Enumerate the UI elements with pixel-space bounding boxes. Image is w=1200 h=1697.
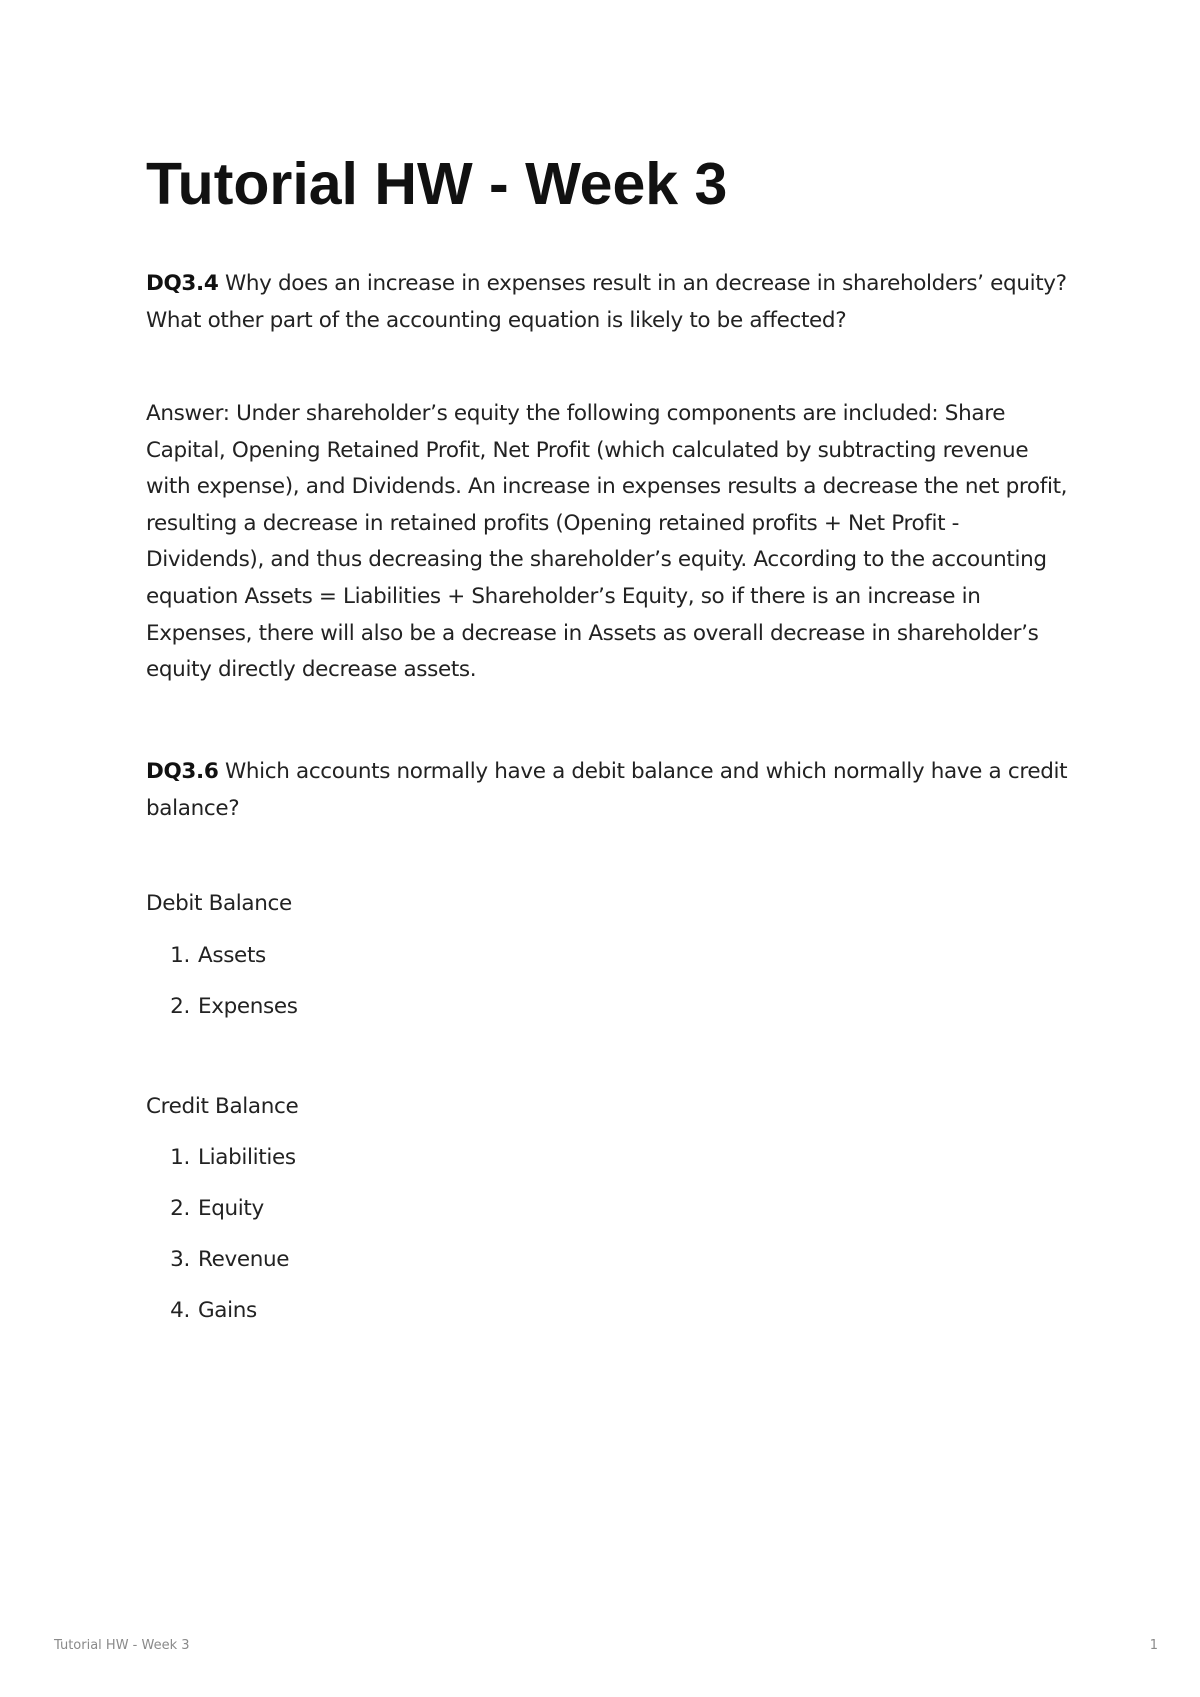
list-text: Assets [198, 943, 266, 968]
list-text: Revenue [198, 1247, 290, 1272]
list-text: Gains [198, 1298, 257, 1323]
list-number: 2. [170, 1196, 190, 1221]
list-item [146, 1191, 296, 1242]
list-number: 1. [170, 1145, 190, 1170]
question-label: DQ3.6 [146, 759, 219, 784]
list-number: 3. [170, 1247, 190, 1272]
list-item [146, 989, 298, 1040]
answer-dq3-4: Answer: Under shareholder’s equity the following components are included: Share Capital, Opening Retained Profit, Net Profit (which calculated by subtracting revenue with expense), and Dividends. An increase in expenses results a decrease the net profit, resulting a decrease in retained profits (Opening retained profits + Net Profit - Dividends), and thus decreasing the shareholder’s equity. According to the accounting equation Assets = Liabilities + Shareholder’s Equity, so if there is an increase in Expenses, there will also be a decrease in Assets as overall decrease in shareholder’s equity directly decrease assets. [146, 401, 1068, 683]
credit-balance-list [146, 1140, 296, 1344]
question-label: DQ3.4 [146, 271, 219, 296]
credit-balance-heading: Credit Balance [146, 1094, 299, 1119]
debit-balance-list [146, 938, 298, 1040]
list-text: Liabilities [198, 1145, 296, 1170]
footer-title: Tutorial HW - Week 3 [54, 1638, 190, 1653]
list-number: 4. [170, 1298, 190, 1323]
debit-balance-heading: Debit Balance [146, 891, 292, 916]
list-text: Expenses [198, 994, 298, 1019]
question-text: Which accounts normally have a debit balance and which normally have a credit balance? [146, 759, 1068, 821]
list-item [146, 938, 298, 989]
question-text: Why does an increase in expenses result in an decrease in shareholders’ equity? What other part of the accounting equation is likely to be affected? [146, 271, 1067, 333]
list-number: 2. [170, 994, 190, 1019]
question-dq3-4 [146, 266, 1076, 339]
page-number: 1 [1149, 1638, 1158, 1653]
list-item [146, 1242, 296, 1293]
list-item [146, 1140, 296, 1191]
list-text: Equity [198, 1196, 264, 1221]
list-number: 1. [170, 943, 190, 968]
question-dq3-6 [146, 754, 1076, 827]
list-item [146, 1293, 296, 1344]
page-title: Tutorial HW - Week 3 [146, 151, 728, 217]
